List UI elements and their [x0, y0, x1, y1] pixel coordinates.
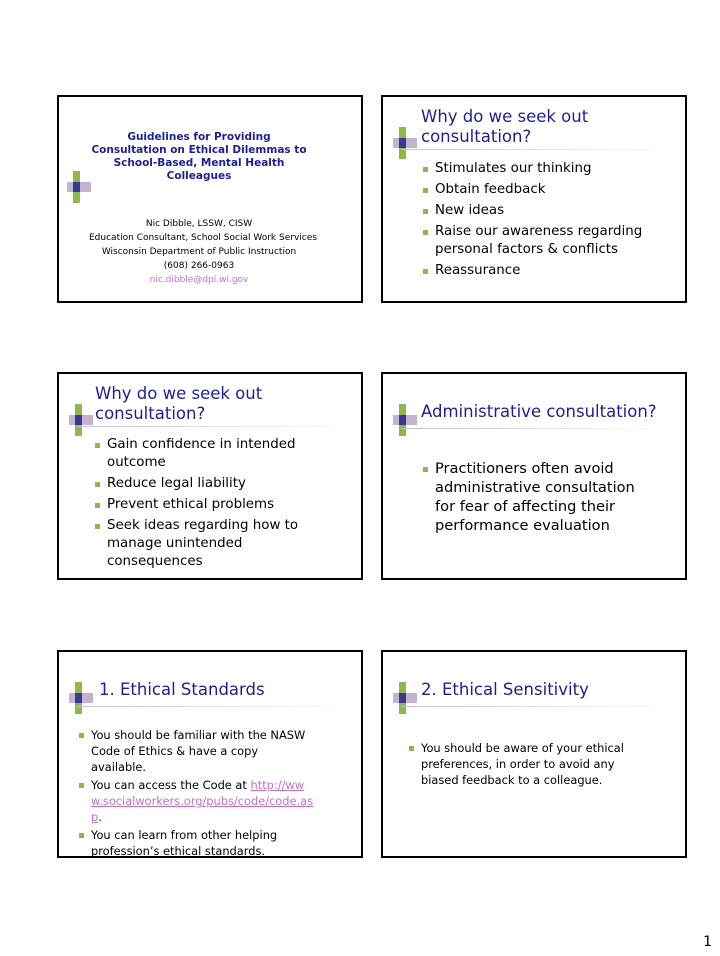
slide-2: [381, 95, 687, 303]
bullet-item: Stimulates our thinking: [423, 160, 679, 178]
bullet-item: Seek ideas regarding how to manage unintended consequences: [95, 517, 335, 571]
bullet-item: Reduce legal liability: [95, 475, 335, 493]
slide-1: [57, 95, 363, 303]
slide-2-bullets: [423, 160, 679, 283]
slide-decoration-icon: [393, 404, 417, 438]
slide-decoration-icon: [69, 682, 93, 716]
slide-2-title: Why do we seek out consultation?: [421, 107, 589, 146]
bullet-item: [79, 777, 314, 825]
title-underline: [401, 149, 679, 150]
slide-5: [57, 650, 363, 858]
slide-3-bullets: [95, 436, 335, 574]
slide-decoration-icon: [69, 404, 93, 438]
title-underline: [401, 706, 679, 707]
page-number: 1: [703, 934, 712, 950]
bullet-item: Obtain feedback: [423, 181, 679, 199]
slide-1-contact: [89, 217, 317, 287]
slide-4-bullets: [423, 459, 648, 535]
code-access-text: You can access the Code at: [91, 778, 247, 792]
presenter-role: Education Consultant, School Social Work Services: [89, 233, 317, 243]
bullet-item: Gain confidence in intended outcome: [95, 436, 335, 472]
presenter-phone: (608) 266-0963: [163, 261, 235, 271]
slide-6: [381, 650, 687, 858]
presenter-org: Wisconsin Department of Public Instruction: [101, 247, 297, 257]
title-underline: [77, 706, 355, 707]
slide-decoration-icon: [393, 682, 417, 716]
period: .: [98, 810, 102, 824]
slide-6-bullets: [409, 740, 627, 790]
presenter-email[interactable]: nic.dibble@dpi.wi.gov: [149, 275, 249, 285]
slide-5-bullets: [79, 727, 314, 861]
title-underline: [401, 428, 679, 429]
presenter-name: Nic Dibble, LSSW, CISW: [145, 219, 253, 229]
slide-decoration-icon: [393, 127, 417, 161]
bullet-item: Prevent ethical problems: [95, 496, 335, 514]
bullet-item: You should be familiar with the NASW Code of Ethics & have a copy available.: [79, 727, 314, 775]
code-of-ethics-link[interactable]: http://www.socialworkers.org/pubs/code/code.asp: [91, 778, 314, 824]
bullet-item: You can learn from other helping profession’s ethical standards.: [79, 827, 314, 859]
slide-4-title: Administrative consultation?: [421, 402, 657, 421]
bullet-item: Practitioners often avoid administrative consultation for fear of affecting their performance evaluation: [423, 459, 648, 535]
slide-6-title: 2. Ethical Sensitivity: [421, 680, 589, 699]
bullet-item: Reassurance: [423, 262, 679, 280]
slide-3-title: Why do we seek out consultation?: [95, 384, 263, 423]
slide-1-title: Guidelines for Providing Consultation on Ethical Dilemmas to School-Based, Mental Health Colleagues: [91, 131, 307, 182]
bullet-item: Raise our awareness regarding personal factors & conflicts: [423, 223, 679, 259]
slide-3: [57, 372, 363, 580]
bullet-item: You should be aware of your ethical preferences, in order to avoid any biased feedback to a colleague.: [409, 740, 627, 788]
slide-4: [381, 372, 687, 580]
title-underline: [77, 426, 355, 427]
bullet-item: New ideas: [423, 202, 679, 220]
slide-5-title: 1. Ethical Standards: [99, 680, 265, 699]
slide-decoration-icon: [67, 171, 91, 205]
